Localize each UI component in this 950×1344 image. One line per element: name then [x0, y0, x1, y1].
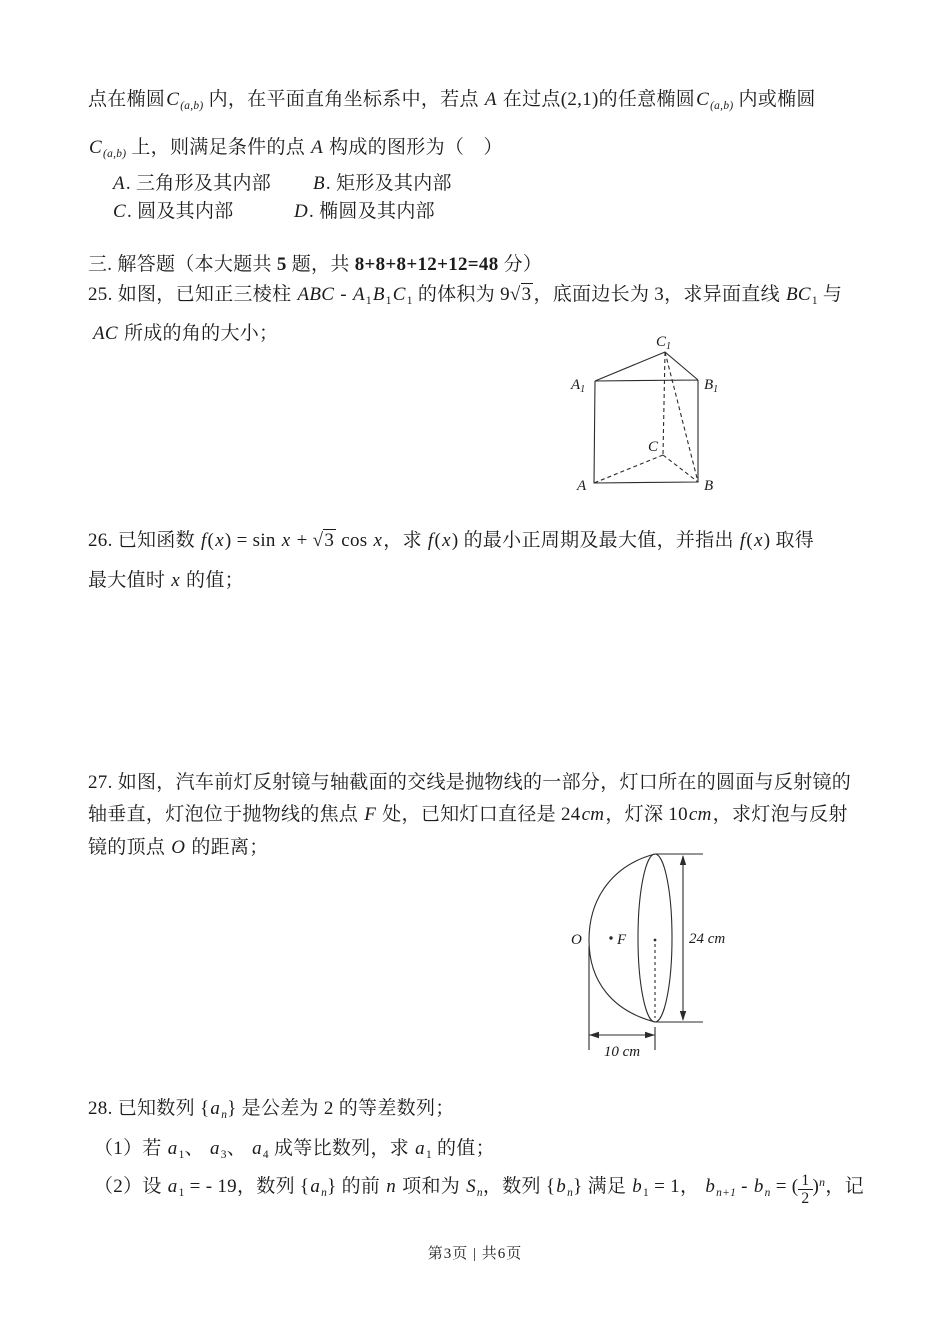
- question-25-line-2: AC 所成的角的大小；: [93, 323, 279, 344]
- question-27-line-1: 27. 如图，汽车前灯反射镜与轴截面的交线是抛物线的一部分，灯口所在的圆面与反射镜的: [88, 772, 852, 793]
- vertex-label-a: A: [577, 478, 587, 494]
- option-a: A. 三角形及其内部: [113, 173, 272, 194]
- focus-label-f: F: [617, 932, 627, 948]
- arrowhead-up-icon: [680, 855, 686, 865]
- prism-figure: [553, 330, 748, 505]
- question-27-line-2: 轴垂直，灯泡位于抛物线的焦点 F 处，已知灯口直径是 24cm，灯深 10cm，求灯泡与反射: [88, 804, 848, 825]
- vertex-label-o: O: [571, 932, 582, 948]
- arrowhead-down-icon: [680, 1011, 686, 1021]
- arrowhead-left-icon: [589, 1032, 599, 1038]
- prism-edges: [594, 352, 698, 483]
- vertex-label-b1: $B_1$: [704, 377, 719, 395]
- option-b: B. 矩形及其内部: [313, 173, 452, 194]
- option-d: D. 椭圆及其内部: [294, 201, 435, 222]
- vertex-label-b: B: [704, 478, 714, 494]
- dim-label-24cm: 24 cm: [689, 931, 726, 947]
- question-26-line-2: 最大值时 x 的值；: [88, 570, 244, 591]
- focus-point-dot: [609, 936, 612, 939]
- question-28-line-1: 28. 已知数列 $\{a_n\}$ 是公差为 2 的等差数列；: [88, 1098, 455, 1121]
- prism-hidden-edges: [594, 352, 698, 483]
- option-c: C. 圆及其内部: [113, 201, 234, 222]
- prism-solid-edges: [594, 352, 698, 483]
- arrowhead-right-icon: [645, 1032, 655, 1038]
- page-footer: 第3页 | 共6页: [427, 1246, 523, 1262]
- question-26-line-1: 26. 已知函数 f(x) = sin x + √3 cos x，求 f(x) 的最小正周期及最大值，并指出 f(x) 取得: [88, 530, 815, 551]
- lamp-figure: [563, 843, 823, 1063]
- question-28-part-1: （1）若 $a_1$、 $a_3$、 $a_4$ 成等比数列，求 $a_1$ 的值；: [94, 1138, 495, 1161]
- question-24-line-2: $C_{(a,b)}$ 上，则满足条件的点 A 构成的图形为（ ）: [89, 137, 503, 160]
- dim-label-10cm: 10 cm: [603, 1044, 641, 1060]
- ellipse-center-dot: [654, 939, 657, 942]
- question-27-line-3: 镜的顶点 O 的距离；: [88, 837, 269, 858]
- question-25-line-1: 25. 如图，已知正三棱柱 ABC - $A_1B_1C_1$ 的体积为 9√3 ，底面边长为 3，求异面直线 $BC_1$ 与: [88, 284, 843, 307]
- section-heading: 三. 解答题（本大题共 5 题，共 8+8+8+12+12=48 分）: [88, 254, 543, 275]
- question-24-line-1: 点在椭圆$C_{(a,b)}$ 内，在平面直角坐标系中，若点 A 在过点(2,1)的任意椭圆$C_{(a,b)}$ 内或椭圆: [88, 89, 816, 112]
- vertex-label-c: C: [648, 439, 659, 455]
- question-28-part-2: （2）设 $a_1$ = - 19，数列 $\{a_n\}$ 的前 n 项和为 $S_n$，数列 $\{b_n\}$ 满足 $b_1 = 1$， $b_{n+1} - b_n$ = ( $\frac{1}{2}$ )$^n$，记: [94, 1172, 864, 1208]
- vertex-label-c1: $C_1$: [656, 334, 672, 352]
- vertex-label-a1: $A_1$: [571, 377, 586, 395]
- lamp-opening-ellipse: [638, 854, 672, 1022]
- lamp-outline: [589, 854, 703, 1050]
